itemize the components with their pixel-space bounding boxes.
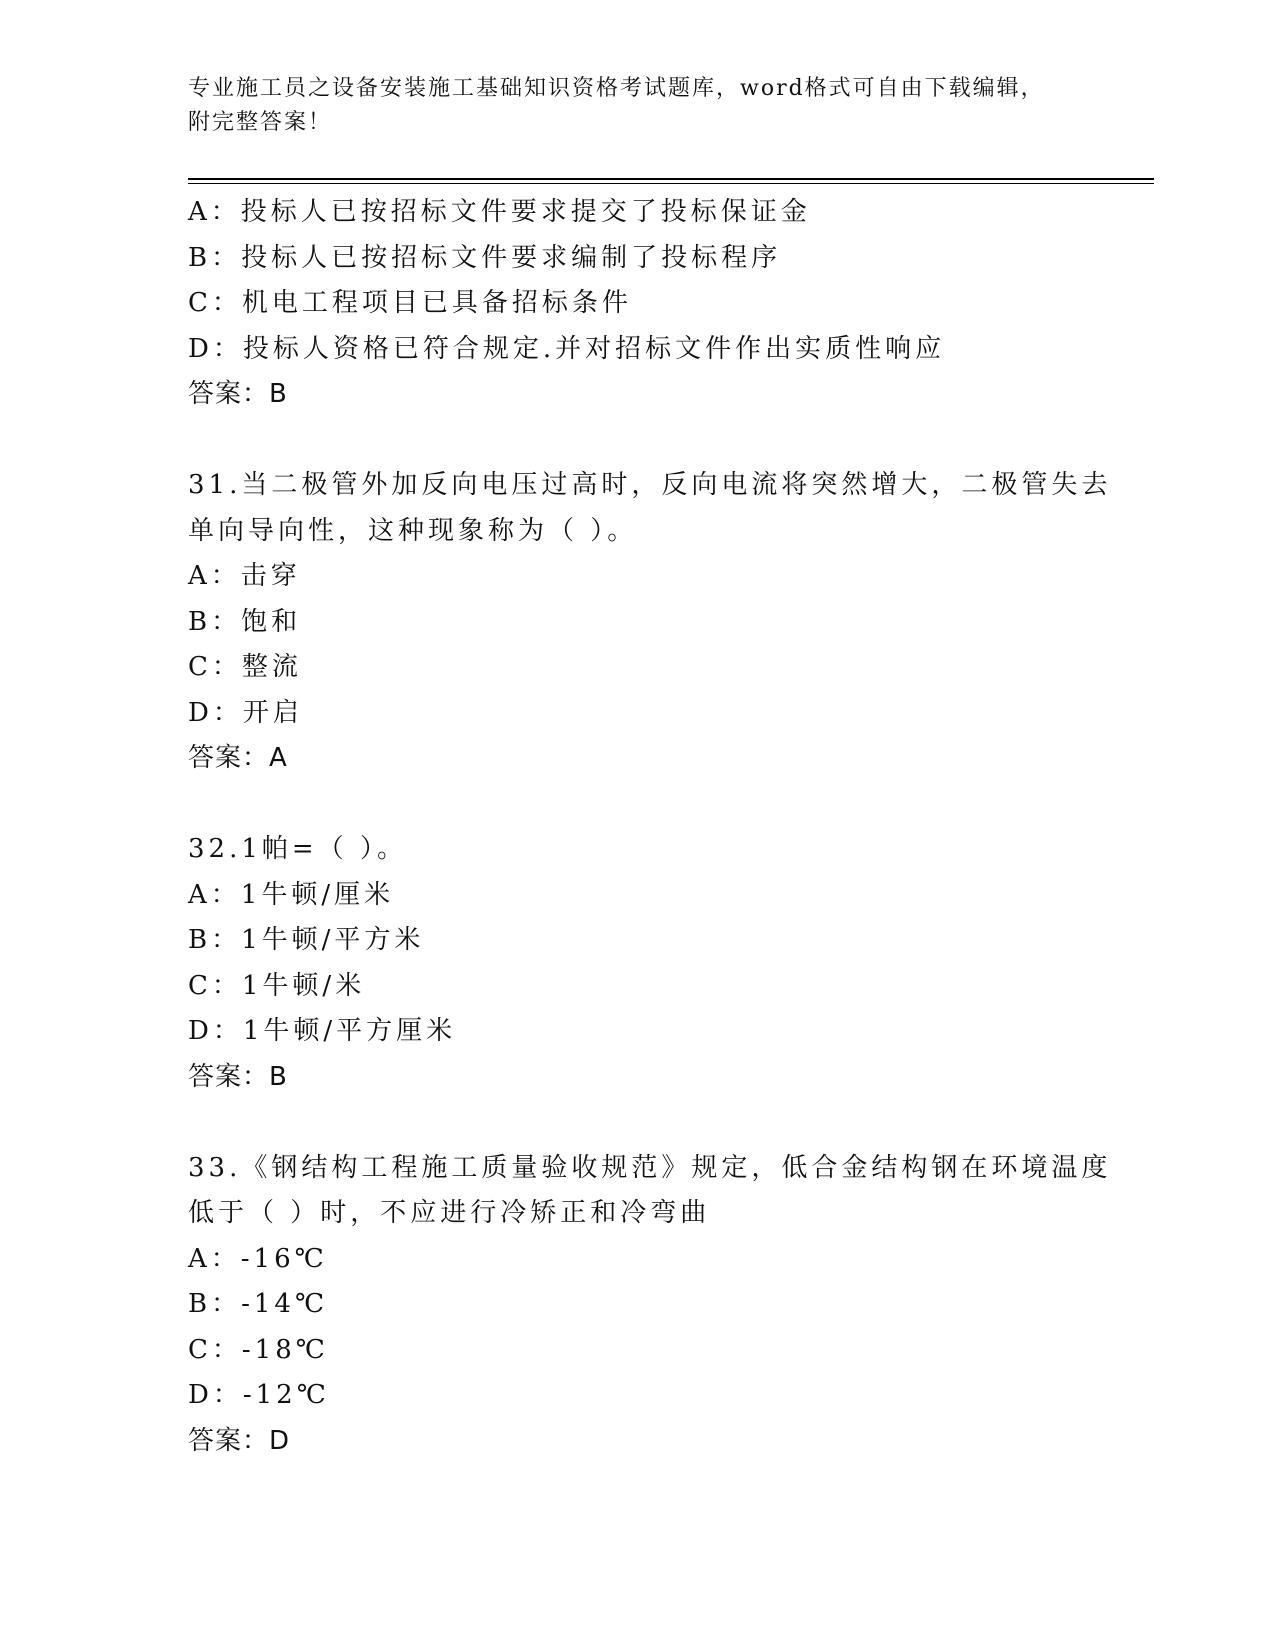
question-block-33 bbox=[188, 1146, 1148, 1465]
question-block-30 bbox=[188, 190, 1148, 418]
answer-label: 答案：A bbox=[188, 743, 288, 773]
header-divider-thin bbox=[188, 183, 1154, 184]
option-a: A：-16℃ bbox=[188, 1243, 328, 1274]
option-c: C：机电工程项目已具备招标条件 bbox=[188, 288, 632, 318]
option-b: B：-14℃ bbox=[188, 1289, 329, 1319]
option-b: B：1牛顿/平方米 bbox=[188, 925, 425, 955]
option-b: B：饱和 bbox=[188, 606, 302, 637]
question-block-31 bbox=[188, 463, 1148, 782]
option-b: B：投标人已按招标文件要求编制了投标程序 bbox=[188, 242, 782, 273]
header-divider-thick bbox=[188, 178, 1154, 180]
option-d: D：投标人资格已符合规定.并对招标文件作出实质性响应 bbox=[188, 333, 946, 364]
header-line-2: 附完整答案！ bbox=[188, 110, 333, 135]
option-d: D：1牛顿/平方厘米 bbox=[188, 1016, 457, 1046]
option-a: A：1牛顿/厘米 bbox=[188, 879, 395, 910]
option-a: A：击穿 bbox=[188, 561, 301, 591]
question-block-32 bbox=[188, 827, 1148, 1100]
option-a: A：投标人已按招标文件要求提交了投标保证金 bbox=[188, 197, 811, 227]
question-spacer bbox=[188, 782, 1148, 828]
answer-label: 答案：B bbox=[188, 1061, 288, 1092]
question-list bbox=[188, 190, 1148, 1464]
option-d: D：开启 bbox=[188, 697, 303, 728]
question-stem-line-1: 32.1帕=（ ）。 bbox=[188, 834, 407, 864]
question-spacer bbox=[188, 1100, 1148, 1146]
question-stem-line-1: 31.当二极管外加反向电压过高时，反向电流将突然增大，二极管失去 bbox=[188, 470, 1112, 500]
question-stem-line-2: 低于（ ）时，不应进行冷矫正和冷弯曲 bbox=[188, 1198, 711, 1228]
question-spacer bbox=[188, 418, 1148, 464]
option-c: C：整流 bbox=[188, 652, 302, 682]
option-d: D：-12℃ bbox=[188, 1380, 330, 1410]
header-line-1: 专业施工员之设备安装施工基础知识资格考试题库，word格式可自由下载编辑， bbox=[188, 76, 1045, 101]
option-c: C：1牛顿/米 bbox=[188, 970, 366, 1001]
option-c: C：-18℃ bbox=[188, 1334, 329, 1365]
document-header bbox=[188, 72, 1148, 140]
answer-label: 答案：B bbox=[188, 379, 288, 409]
answer-label: 答案：D bbox=[188, 1425, 291, 1456]
question-stem-line-1: 33.《钢结构工程施工质量验收规范》规定，低合金结构钢在环境温度 bbox=[188, 1152, 1112, 1183]
question-stem-line-2: 单向导向性，这种现象称为（ ）。 bbox=[188, 515, 638, 546]
